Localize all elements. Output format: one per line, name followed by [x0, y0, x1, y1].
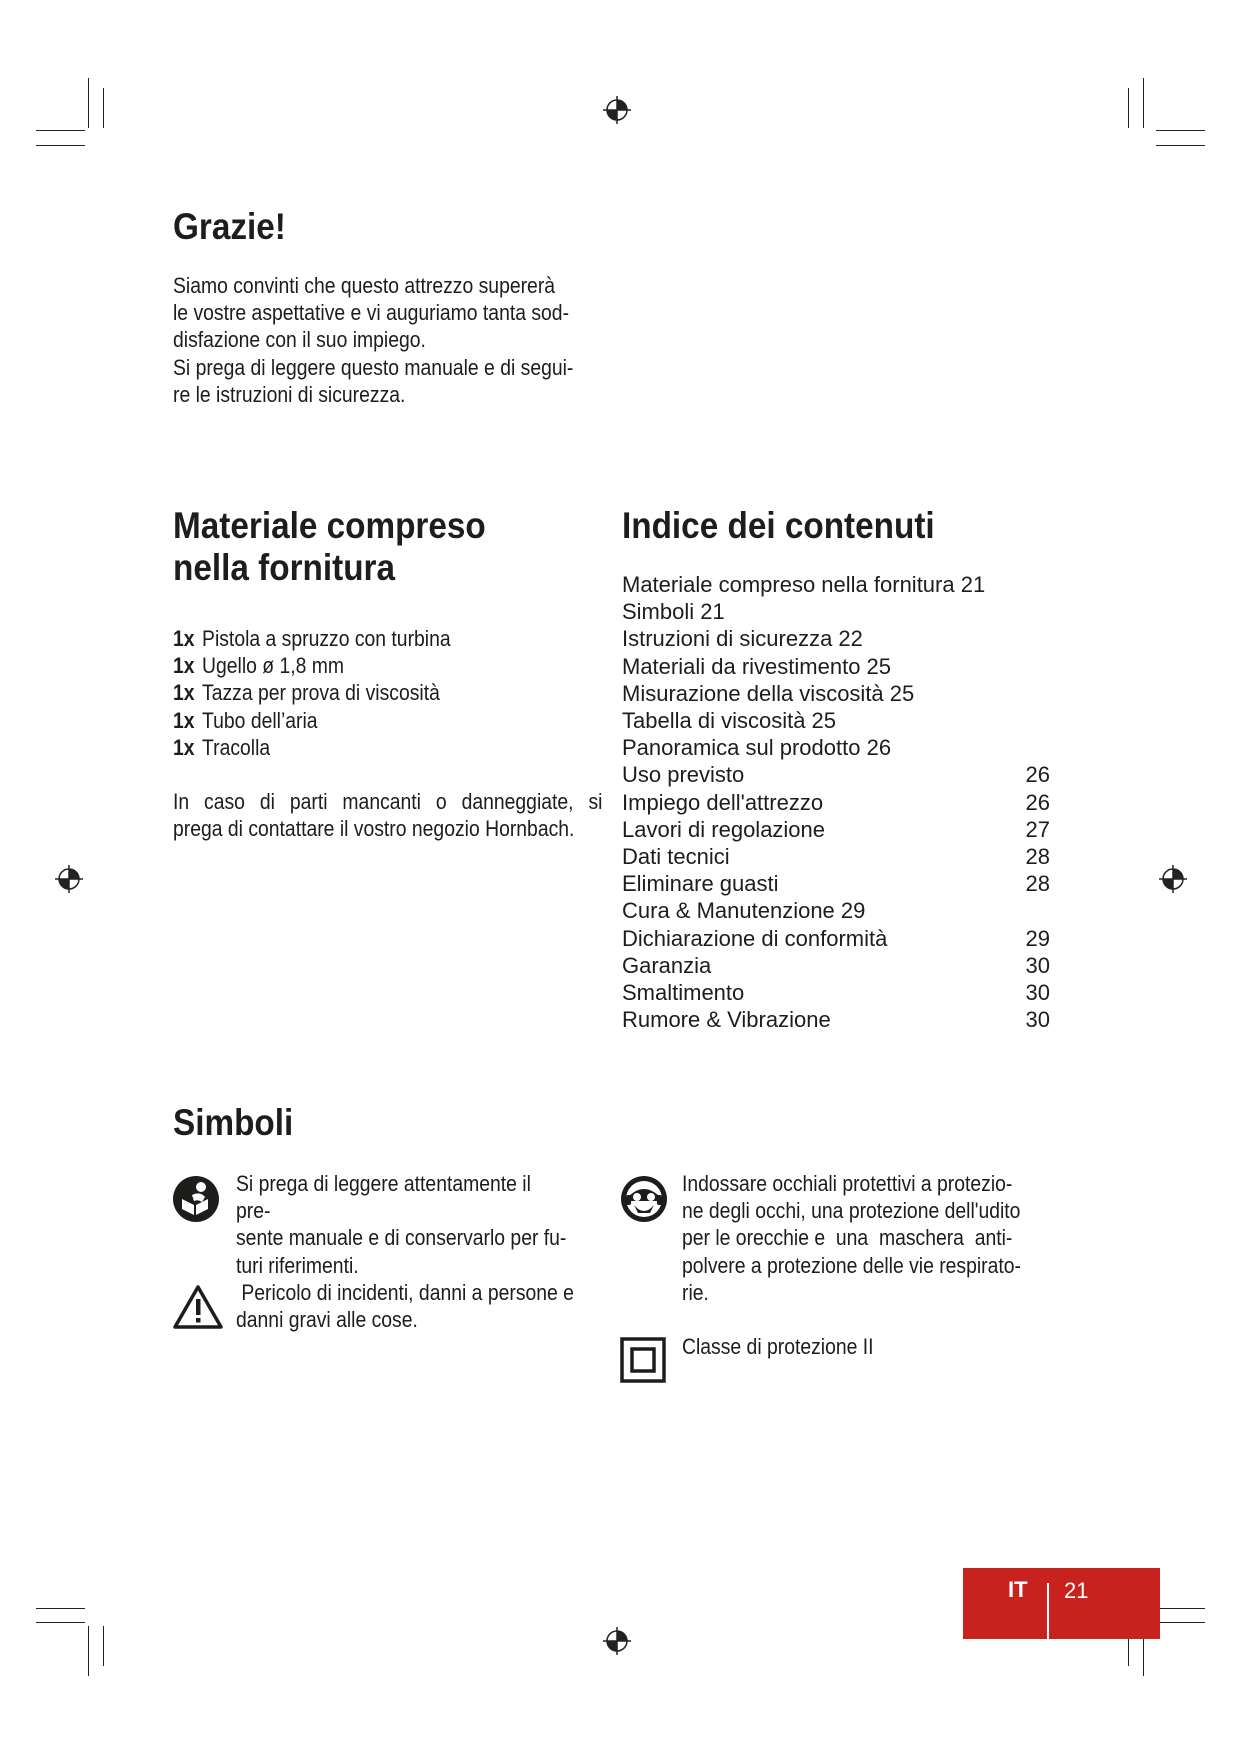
toc-entry[interactable]	[622, 598, 1050, 625]
toc-label: Uso previsto	[622, 762, 745, 788]
list-item	[173, 679, 613, 706]
symbol-text-line: Si prega di leggere attentamente il pre-	[236, 1171, 531, 1224]
toc-entry[interactable]	[622, 897, 1050, 924]
toc-entry[interactable]	[622, 870, 1050, 897]
contents-title-line2: nella fornitura	[173, 547, 396, 588]
symbols-title: Simboli	[173, 1102, 294, 1143]
toc-label: Materiale compreso nella fornitura 21	[622, 572, 986, 597]
toc-page: 27	[1025, 816, 1050, 842]
class2-text	[682, 1333, 1034, 1360]
toc-page: 26	[1025, 762, 1050, 788]
toc-page	[1022, 653, 1050, 680]
toc-page: 30	[1025, 980, 1050, 1006]
page-badge	[963, 1568, 1160, 1639]
item-qty: 1x	[173, 734, 195, 760]
toc-entry[interactable]	[622, 979, 1050, 1006]
toc-label: Rumore & Vibrazione	[622, 1007, 831, 1033]
contents-note	[173, 788, 602, 842]
toc-label: Istruzioni di sicurezza 22	[622, 626, 863, 652]
toc-entry[interactable]	[622, 571, 1050, 598]
toc-page: 26	[1025, 789, 1050, 815]
thanks-line: re le istruzioni di sicurezza.	[173, 381, 406, 407]
toc-page: 30	[1025, 1007, 1050, 1033]
list-item	[173, 652, 613, 679]
toc-label: Panoramica sul prodotto 26	[622, 735, 892, 761]
symbol-text-line: sente manuale e di conservarlo per fu-	[236, 1225, 567, 1251]
thanks-line: disfazione con il suo impiego.	[173, 327, 426, 353]
toc-label: Simboli 21	[622, 599, 725, 625]
toc-entry[interactable]	[622, 734, 1050, 761]
toc-label: Impiego dell'attrezzo	[622, 789, 824, 815]
toc-entry[interactable]	[622, 816, 1050, 843]
toc-page	[1022, 598, 1050, 625]
toc-entry[interactable]	[622, 761, 1050, 788]
item-label: Tazza per prova di viscosità	[202, 680, 440, 706]
protection-class-ii-icon	[620, 1337, 666, 1383]
toc-entry[interactable]	[622, 952, 1050, 979]
registration-mark-top-icon	[602, 95, 632, 125]
toc-page: 28	[1025, 844, 1050, 870]
symbol-text-line: turi riferimenti.	[236, 1252, 359, 1278]
symbol-text-line: Classe di protezione II	[682, 1334, 874, 1359]
toc-entry[interactable]	[622, 625, 1050, 652]
toc-page	[1022, 680, 1050, 707]
item-label: Pistola a spruzzo con turbina	[202, 626, 451, 651]
toc-label: Materiali da rivestimento 25	[622, 653, 892, 679]
toc-label: Tabella di viscosità 25	[622, 708, 837, 734]
toc-list	[622, 571, 1050, 1033]
thanks-line: Si prega di leggere questo manuale e di segui-	[173, 354, 574, 380]
toc-label: Garanzia	[622, 952, 712, 978]
registration-mark-left-icon	[54, 864, 84, 894]
toc-page: 30	[1025, 952, 1050, 978]
symbol-text-line: ne degli occhi, una protezione dell'udito	[682, 1198, 1021, 1224]
toc-label: Lavori di regolazione	[622, 816, 826, 842]
registration-mark-right-icon	[1158, 864, 1188, 894]
contents-title-line1: Materiale compreso	[173, 505, 486, 546]
toc-page	[1022, 707, 1050, 734]
toc-entry[interactable]	[622, 925, 1050, 952]
note-line: In caso di parti mancanti o danneggiate, si	[173, 789, 603, 814]
symbol-text-line: Pericolo di incidenti, danni a persone e	[236, 1280, 574, 1305]
item-label: Ugello ø 1,8 mm	[202, 653, 345, 679]
list-item	[173, 707, 613, 734]
toc-page: 28	[1025, 871, 1050, 897]
page-number: 21	[1064, 1578, 1089, 1603]
list-item	[173, 625, 613, 652]
toc-label: Smaltimento	[622, 980, 745, 1006]
note-line: prega di contattare il vostro negozio Hornbach.	[173, 816, 575, 842]
toc-label: Dati tecnici	[622, 844, 730, 870]
item-qty: 1x	[173, 626, 195, 651]
toc-entry[interactable]	[622, 1006, 1050, 1033]
contents-list	[173, 625, 613, 761]
symbol-text-line: per le orecchie e una maschera anti-	[682, 1225, 1013, 1251]
item-qty: 1x	[173, 707, 195, 733]
toc-entry[interactable]	[622, 707, 1050, 734]
registration-mark-bottom-icon	[602, 1626, 632, 1656]
contents-heading	[173, 505, 521, 589]
read-manual-icon	[172, 1175, 220, 1223]
language-label: IT	[1008, 1577, 1028, 1602]
toc-page	[1022, 571, 1050, 598]
toc-page	[1022, 625, 1050, 652]
toc-page: 29	[1025, 925, 1050, 951]
protection-text	[682, 1170, 1052, 1306]
item-label: Tracolla	[202, 734, 271, 760]
thanks-line: le vostre aspettative e vi auguriamo tanta sod-	[173, 300, 570, 326]
toc-label: Misurazione della viscosità 25	[622, 680, 915, 706]
item-qty: 1x	[173, 680, 195, 706]
symbol-text-line: danni gravi alle cose.	[236, 1307, 418, 1333]
toc-title: Indice dei contenuti	[622, 505, 935, 546]
warning-text	[236, 1279, 588, 1333]
list-item	[173, 734, 613, 761]
thanks-paragraph	[173, 272, 613, 408]
symbol-text-line: rie.	[682, 1279, 709, 1305]
toc-page	[1022, 734, 1050, 761]
protective-equipment-icon	[620, 1175, 668, 1223]
symbol-text-line: polvere a protezione delle vie respirato-	[682, 1252, 1021, 1278]
read-manual-text	[236, 1170, 570, 1279]
warning-triangle-icon	[172, 1284, 224, 1330]
toc-label: Eliminare guasti	[622, 871, 779, 897]
item-qty: 1x	[173, 653, 195, 679]
toc-label: Dichiarazione di conformità	[622, 925, 888, 951]
item-label: Tubo dell’aria	[202, 707, 318, 733]
thanks-title: Grazie!	[173, 206, 286, 247]
toc-page	[1022, 897, 1050, 924]
toc-label: Cura & Manutenzione 29	[622, 898, 866, 924]
toc-entry[interactable]	[622, 653, 1050, 680]
thanks-line: Siamo convinti che questo attrezzo supererà	[173, 273, 556, 298]
toc-entry[interactable]	[622, 680, 1050, 707]
toc-entry[interactable]	[622, 789, 1050, 816]
badge-divider	[1047, 1583, 1049, 1639]
symbol-text-line: Indossare occhiali protettivi a protezio-	[682, 1171, 1013, 1196]
toc-entry[interactable]	[622, 843, 1050, 870]
